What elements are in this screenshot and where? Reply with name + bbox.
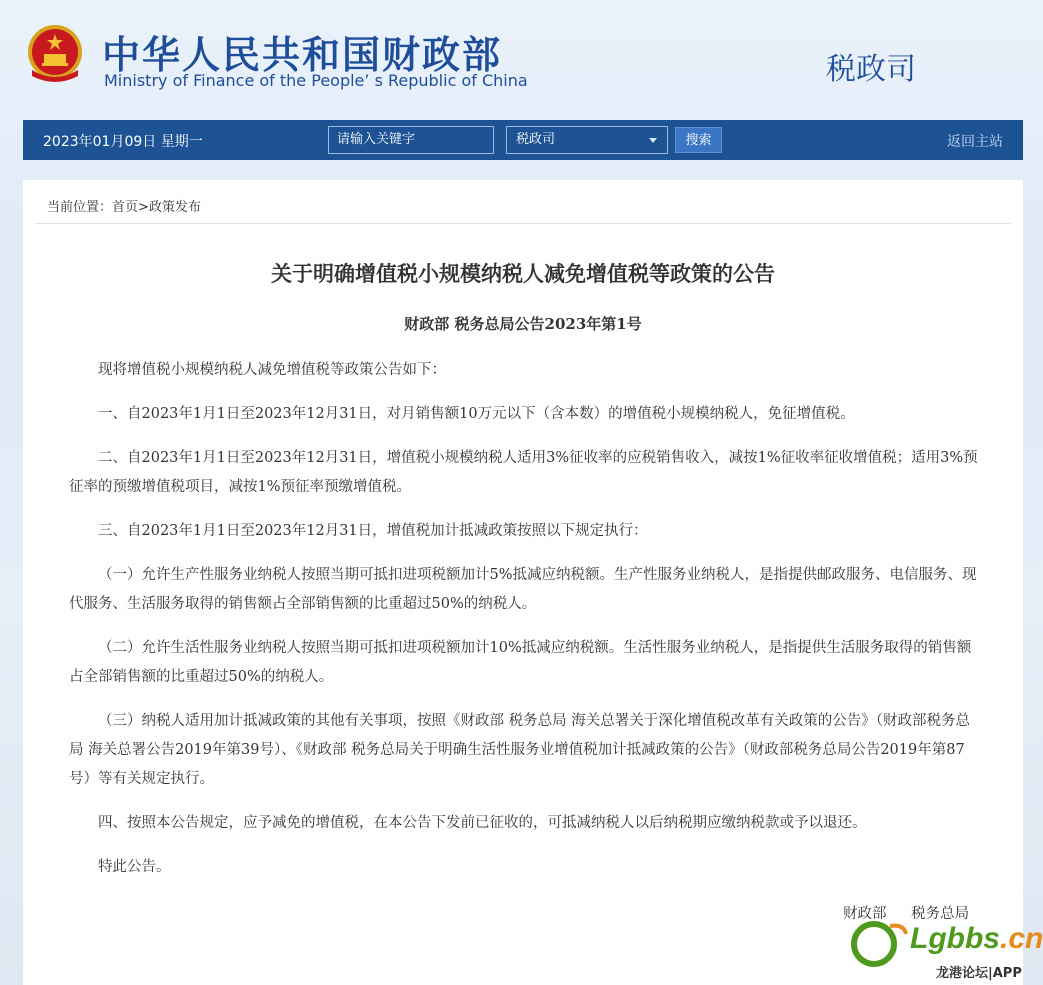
content-panel [23, 180, 1023, 985]
search-button[interactable]: 搜索 [675, 127, 722, 153]
site-title-en: Ministry of Finance of the People’ s Republic of China [104, 71, 528, 90]
divider [35, 223, 1011, 224]
watermark-brand-main: Lgbbs [910, 922, 1000, 955]
department-select-value: 税政司 [516, 132, 556, 147]
department-name: 税政司 [826, 52, 916, 87]
paragraph: （二）允许生活性服务业纳税人按照当期可抵扣进项税额加计10%抵减应纳税额。生活性服务业纳税人，是指提供生活服务取得的销售额占全部销售额的比重超过50%的纳税人。 [69, 640, 972, 685]
breadcrumb-home[interactable]: 首页 [112, 200, 139, 215]
article-subtitle: 财政部 税务总局公告2023年第1号 [404, 315, 642, 333]
site-title-cn: 中华人民共和国财政部 [102, 33, 503, 77]
paragraph: 二、自2023年1月1日至2023年12月31日，增值税小规模纳税人适用3%征收率的应税销售收入，减按1%征收率征收增值税；适用3%预征率的预缴增值税项目，减按1%预征率预缴增值税。 [69, 450, 978, 495]
paragraph: （一）允许生产性服务业纳税人按照当期可抵扣进项税额加计5%抵减应纳税额。生产性服务业纳税人，是指提供邮政服务、电信服务、现代服务、生活服务取得的销售额占全部销售额的比重超过50%的纳税人。 [69, 567, 977, 612]
paragraph: 一、自2023年1月1日至2023年12月31日，对月销售额10万元以下（含本数）的增值税小规模纳税人，免征增值税。 [98, 406, 855, 422]
watermark-brand-domain: .cn [1000, 922, 1043, 955]
paragraph: 特此公告。 [98, 859, 171, 875]
article-title: 关于明确增值税小规模纳税人减免增值税等政策的公告 [271, 262, 775, 286]
watermark-brand [910, 922, 1043, 956]
signer: 税务总局 [911, 906, 970, 922]
nav-bar [23, 120, 1023, 160]
watermark [850, 912, 1043, 982]
signer: 财政部 [843, 906, 887, 922]
paragraph: 三、自2023年1月1日至2023年12月31日，增值税加计抵减政策按照以下规定执行： [98, 523, 648, 539]
current-date: 2023年01月09日 星期一 [43, 134, 203, 150]
paragraph: 现将增值税小规模纳税人减免增值税等政策公告如下： [98, 362, 446, 378]
department-select[interactable] [506, 126, 668, 154]
watermark-subtitle: 龙港论坛|APP [936, 966, 1022, 981]
breadcrumb-section[interactable]: 政策发布 [148, 200, 201, 215]
national-emblem-icon [24, 22, 86, 88]
article-body [69, 356, 983, 882]
site-header [0, 0, 1043, 118]
paragraph: （三）纳税人适用加计抵减政策的其他有关事项，按照《财政部 税务总局 海关总署关于深化增值税改革有关政策的公告》（财政部税务总局 海关总署公告2019年第39号）、《财政部 税务总局关于明确生活性服务业增值税加计抵减政策的公告》（财政部税务总局公告2019年第87号）等有关规定执行。 [69, 713, 970, 787]
watermark-logo-icon [850, 920, 910, 970]
chevron-down-icon [649, 138, 657, 143]
breadcrumb-separator: > [138, 200, 149, 215]
paragraph: 四、按照本公告规定，应予减免的增值税，在本公告下发前已征收的，可抵减纳税人以后纳税期应缴纳税款或予以退还。 [98, 815, 867, 831]
search-input[interactable]: 请输入关键字 [328, 126, 494, 154]
breadcrumb-prefix: 当前位置： [47, 200, 113, 215]
home-link[interactable]: 返回主站 [947, 134, 1003, 150]
breadcrumb [47, 196, 201, 215]
